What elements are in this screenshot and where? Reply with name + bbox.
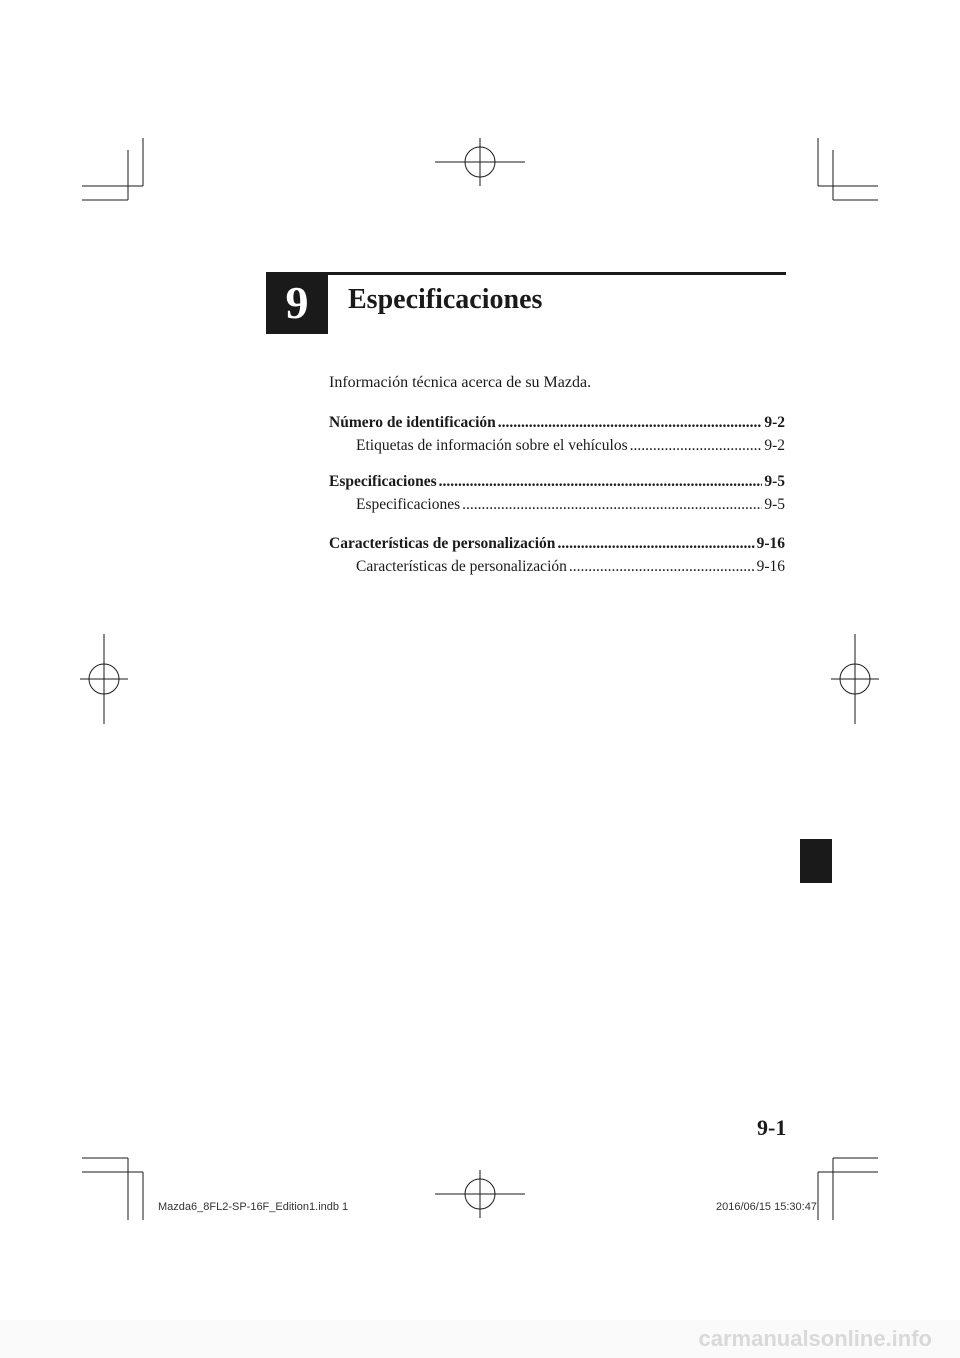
registration-mark-right: [831, 634, 879, 724]
registration-mark-bottom: [435, 1170, 525, 1218]
toc-leader: [439, 473, 763, 491]
toc-entry[interactable]: [329, 535, 785, 558]
watermark-text: carmanualsonline.info: [698, 1326, 932, 1351]
toc-entry-title: Etiquetas de información sobre el vehículos: [356, 437, 628, 454]
toc-group: [329, 473, 785, 519]
toc-entry[interactable]: [329, 437, 785, 460]
intro-text: Información técnica acerca de su Mazda.: [329, 374, 592, 391]
toc-entry-page: 9-2: [764, 437, 785, 454]
footer-timestamp: 2016/06/15 15:30:47: [716, 1201, 817, 1213]
registration-mark-left: [80, 634, 128, 724]
toc-group: [329, 535, 785, 581]
toc-entry-page: 9-5: [764, 496, 785, 513]
toc-leader: [557, 535, 754, 553]
chapter-thumb-tab: [800, 839, 832, 883]
toc-group: [329, 414, 785, 460]
toc-entry[interactable]: [329, 496, 785, 519]
chapter-rule: [328, 272, 786, 275]
registration-mark-top: [435, 138, 525, 186]
toc-entry-title: Número de identificación: [329, 414, 496, 431]
toc-entry-page: 9-16: [756, 535, 785, 552]
chapter-title: Especificaciones: [348, 284, 543, 315]
toc-entry-page: 9-2: [764, 414, 785, 431]
toc-entry-title: Características de personalización: [356, 558, 567, 575]
toc-entry[interactable]: [329, 558, 785, 581]
toc-leader: [462, 496, 762, 514]
watermark-bar: [0, 1320, 960, 1358]
chapter-number: 9: [266, 272, 328, 334]
toc-leader: [498, 414, 763, 432]
toc-entry-title: Especificaciones: [356, 496, 461, 513]
toc-entry-page: 9-5: [764, 473, 785, 490]
toc-entry-title: Características de personalización: [329, 535, 556, 552]
toc-entry-page: 9-16: [756, 558, 785, 575]
page-number: 9-1: [757, 1115, 787, 1140]
toc-leader: [630, 437, 763, 455]
toc-entry[interactable]: [329, 414, 785, 437]
toc-entry[interactable]: [329, 473, 785, 496]
toc-leader: [569, 558, 755, 576]
toc-entry-title: Especificaciones: [329, 473, 437, 490]
footer-filename: Mazda6_8FL2-SP-16F_Edition1.indb 1: [158, 1201, 349, 1213]
